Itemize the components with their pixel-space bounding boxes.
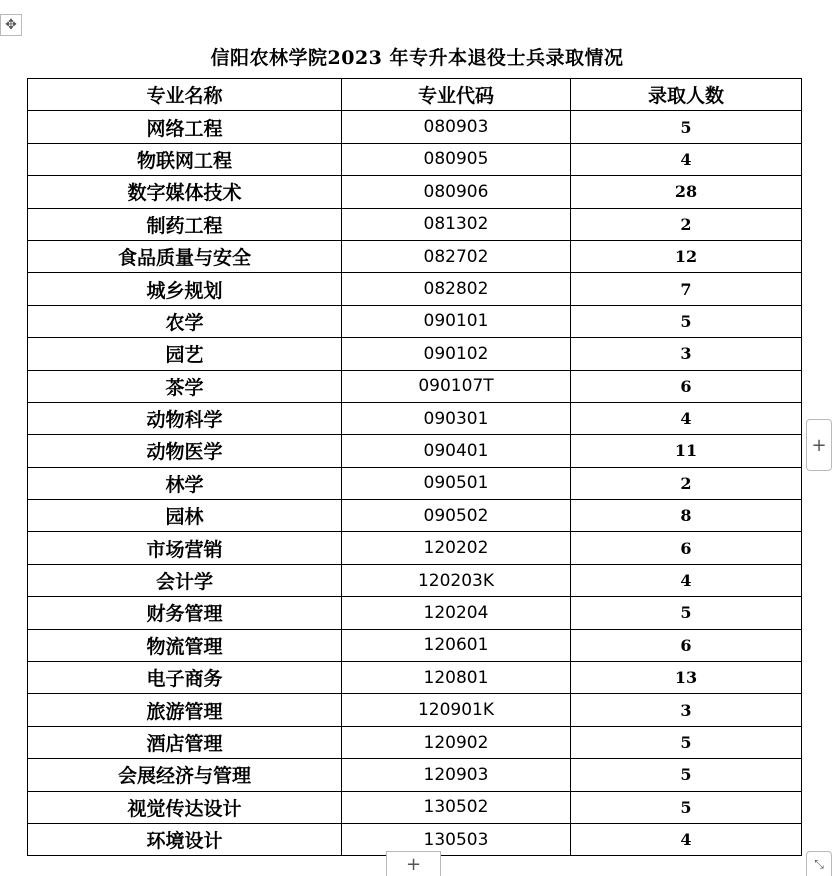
major-name-cell: 会计学 (28, 564, 342, 596)
table-resize-handle[interactable] (806, 851, 832, 876)
add-row-button[interactable] (386, 851, 441, 876)
table-move-handle[interactable] (0, 14, 22, 36)
admitted-count-cell: 8 (571, 500, 802, 532)
major-code-cell: 082802 (342, 273, 571, 305)
admitted-count-cell: 5 (571, 597, 802, 629)
major-code-cell: 090502 (342, 500, 571, 532)
major-code-cell: 120203K (342, 564, 571, 596)
table-row (28, 500, 802, 532)
major-code-cell: 090101 (342, 305, 571, 337)
table-row (28, 791, 802, 823)
admitted-count-cell: 7 (571, 273, 802, 305)
table-row (28, 208, 802, 240)
table-row (28, 564, 802, 596)
major-name-cell: 城乡规划 (28, 273, 342, 305)
major-code-cell: 081302 (342, 208, 571, 240)
table-row (28, 402, 802, 434)
major-name-cell: 数字媒体技术 (28, 176, 342, 208)
document-title: 信阳农林学院2023 年专升本退役士兵录取情况 (210, 47, 624, 69)
major-name-cell: 动物医学 (28, 435, 342, 467)
major-name-cell: 园林 (28, 500, 342, 532)
admitted-count-cell: 6 (571, 532, 802, 564)
table-row (28, 726, 802, 758)
major-code-cell: 120601 (342, 629, 571, 661)
admitted-count-cell: 5 (571, 726, 802, 758)
admitted-count-cell: 13 (571, 662, 802, 694)
table-row (28, 370, 802, 402)
table-row (28, 176, 802, 208)
admitted-count-cell: 2 (571, 208, 802, 240)
major-code-cell: 080903 (342, 111, 571, 143)
table-row (28, 435, 802, 467)
major-name-cell: 财务管理 (28, 597, 342, 629)
admission-table (27, 78, 802, 856)
table-row (28, 662, 802, 694)
table-row (28, 597, 802, 629)
major-code-cell: 080906 (342, 176, 571, 208)
table-row (28, 629, 802, 661)
plus-icon: + (405, 853, 422, 875)
admitted-count-cell: 11 (571, 435, 802, 467)
plus-icon: + (811, 434, 827, 456)
major-code-cell: 120202 (342, 532, 571, 564)
major-name-cell: 林学 (28, 467, 342, 499)
major-name-cell: 食品质量与安全 (28, 240, 342, 272)
header-major-code: 专业代码 (342, 79, 571, 111)
table-row (28, 532, 802, 564)
admitted-count-cell: 5 (571, 791, 802, 823)
admitted-count-cell: 2 (571, 467, 802, 499)
add-column-button[interactable] (806, 419, 832, 471)
header-admitted-count: 录取人数 (571, 79, 802, 111)
admitted-count-cell: 12 (571, 240, 802, 272)
major-name-cell: 旅游管理 (28, 694, 342, 726)
admitted-count-cell: 5 (571, 111, 802, 143)
table-row (28, 338, 802, 370)
admitted-count-cell: 3 (571, 694, 802, 726)
major-code-cell: 090401 (342, 435, 571, 467)
major-name-cell: 网络工程 (28, 111, 342, 143)
major-code-cell: 090501 (342, 467, 571, 499)
admitted-count-cell: 4 (571, 564, 802, 596)
table-row (28, 694, 802, 726)
major-name-cell: 动物科学 (28, 402, 342, 434)
table-row (28, 143, 802, 175)
major-code-cell: 090107T (342, 370, 571, 402)
major-name-cell: 会展经济与管理 (28, 759, 342, 791)
major-name-cell: 农学 (28, 305, 342, 337)
major-name-cell: 茶学 (28, 370, 342, 402)
table-row (28, 467, 802, 499)
major-name-cell: 物联网工程 (28, 143, 342, 175)
major-code-cell: 090102 (342, 338, 571, 370)
major-code-cell: 120801 (342, 662, 571, 694)
admitted-count-cell: 28 (571, 176, 802, 208)
major-name-cell: 视觉传达设计 (28, 791, 342, 823)
major-name-cell: 环境设计 (28, 823, 342, 855)
major-code-cell: 090301 (342, 402, 571, 434)
major-code-cell: 120902 (342, 726, 571, 758)
major-code-cell: 130503 (342, 823, 571, 855)
major-code-cell: 130502 (342, 791, 571, 823)
move-arrows-icon: ✥ (5, 17, 17, 33)
table-body (28, 79, 802, 856)
table-header-row (28, 79, 802, 111)
admitted-count-cell: 6 (571, 629, 802, 661)
table-row (28, 111, 802, 143)
major-code-cell: 082702 (342, 240, 571, 272)
admitted-count-cell: 4 (571, 823, 802, 855)
table-row (28, 273, 802, 305)
major-name-cell: 电子商务 (28, 662, 342, 694)
admitted-count-cell: 6 (571, 370, 802, 402)
admitted-count-cell: 4 (571, 143, 802, 175)
admitted-count-cell: 4 (571, 402, 802, 434)
major-code-cell: 120204 (342, 597, 571, 629)
table-row (28, 759, 802, 791)
header-major-name: 专业名称 (28, 79, 342, 111)
admitted-count-cell: 3 (571, 338, 802, 370)
major-name-cell: 制药工程 (28, 208, 342, 240)
major-name-cell: 市场营销 (28, 532, 342, 564)
admitted-count-cell: 5 (571, 305, 802, 337)
table-row (28, 240, 802, 272)
table-row (28, 305, 802, 337)
major-code-cell: 080905 (342, 143, 571, 175)
major-name-cell: 园艺 (28, 338, 342, 370)
resize-corner-icon: ⤡ (814, 856, 824, 871)
major-name-cell: 酒店管理 (28, 726, 342, 758)
major-code-cell: 120901K (342, 694, 571, 726)
admitted-count-cell: 5 (571, 759, 802, 791)
major-name-cell: 物流管理 (28, 629, 342, 661)
major-code-cell: 120903 (342, 759, 571, 791)
